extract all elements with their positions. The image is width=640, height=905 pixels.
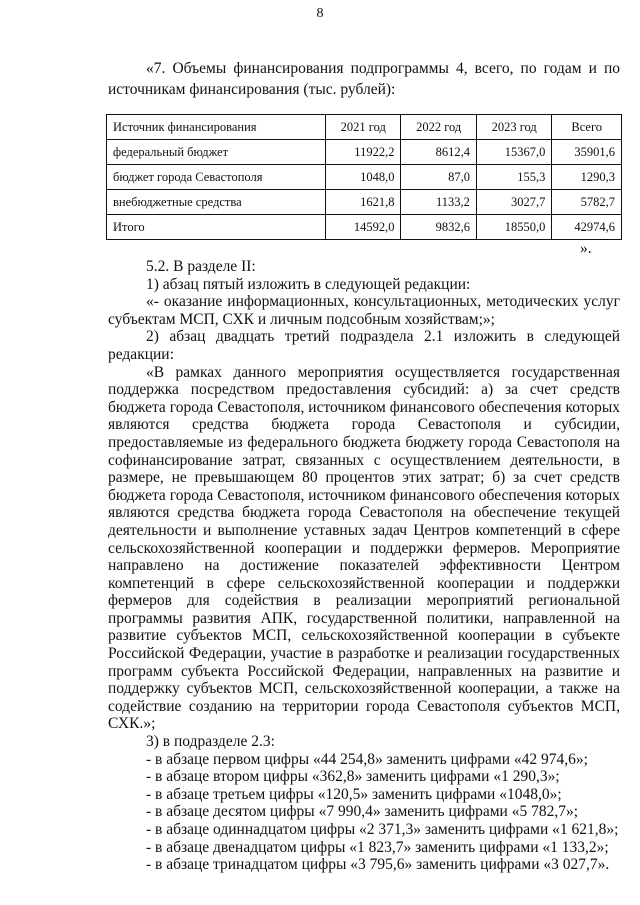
section-heading: 5.2. В разделе II: bbox=[146, 258, 256, 275]
paragraph: 2) абзац двадцать третий подраздела 2.1 изложить в следующей редакции: bbox=[108, 328, 620, 363]
cell-value: 18550,0 bbox=[476, 215, 551, 240]
cell-source: Итого bbox=[107, 215, 326, 240]
table-closing-quote: ». bbox=[580, 240, 592, 257]
header-source: Источник финансирования bbox=[107, 115, 326, 140]
header-2022: 2022 год bbox=[401, 115, 476, 140]
cell-value: 14592,0 bbox=[326, 215, 401, 240]
cell-value: 3027,7 bbox=[476, 190, 551, 215]
list-item: - в абзаце одиннадцатом цифры «2 371,3» заменить цифрами «1 621,8»; bbox=[146, 821, 619, 838]
cell-value: 1621,8 bbox=[326, 190, 401, 215]
paragraph: 1) абзац пятый изложить в следующей редакции: bbox=[146, 275, 471, 293]
cell-value: 42974,6 bbox=[552, 215, 622, 240]
funding-table bbox=[106, 114, 622, 240]
cell-value: 155,3 bbox=[476, 165, 551, 190]
list-item: - в абзаце втором цифры «362,8» заменить цифрами «1 290,3»; bbox=[146, 768, 560, 786]
table-row bbox=[107, 140, 622, 165]
cell-value: 1290,3 bbox=[552, 165, 622, 190]
cell-source: федеральный бюджет bbox=[107, 140, 326, 165]
cell-value: 11922,2 bbox=[326, 140, 401, 165]
cell-value: 35901,6 bbox=[552, 140, 622, 165]
header-2023: 2023 год bbox=[476, 115, 551, 140]
cell-value: 5782,7 bbox=[552, 190, 622, 215]
header-2021: 2021 год bbox=[326, 115, 401, 140]
list-item: - в абзаце тринадцатом цифры «3 795,6» заменить цифрами «3 027,7». bbox=[146, 856, 610, 874]
cell-value: 9832,6 bbox=[401, 215, 476, 240]
table-total-row bbox=[107, 215, 622, 240]
cell-value: 1133,2 bbox=[401, 190, 476, 215]
table-row bbox=[107, 165, 622, 190]
list-item: - в абзаце третьем цифры «120,5» заменить цифрами «1048,0»; bbox=[146, 785, 562, 803]
cell-value: 87,0 bbox=[401, 165, 476, 190]
amendment-text bbox=[108, 258, 620, 874]
cell-value: 8612,4 bbox=[401, 140, 476, 165]
paragraph: 3) в подразделе 2.3: bbox=[146, 733, 275, 751]
table-row bbox=[107, 190, 622, 215]
page-number: 8 bbox=[316, 6, 324, 21]
cell-source: внебюджетные средства bbox=[107, 190, 326, 215]
list-item: - в абзаце первом цифры «44 254,8» заменить цифрами «42 974,6»; bbox=[146, 750, 588, 768]
cell-value: 15367,0 bbox=[476, 140, 551, 165]
header-total: Всего bbox=[552, 115, 622, 140]
cell-source: бюджет города Севастополя bbox=[107, 165, 326, 190]
paragraph: «- оказание информационных, консультационных, методических услуг субъектам МСП, СХК и личным подсобным хозяйствам;»; bbox=[108, 293, 620, 328]
list-item: - в абзаце двенадцатом цифры «1 823,7» заменить цифрами «1 133,2»; bbox=[146, 838, 609, 856]
table-header-row bbox=[107, 115, 622, 140]
paragraph: «В рамках данного мероприятия осуществляется государственная поддержка посредством предоставления субсидий: а) за счет средств бюджета города Севастополя, источником финансового обеспечения которых являются средства бюджета города Севастополя и субсидии, предоставляемые из федерального бюджета бюджету города Севастополя на софинансирование затрат, связанных с осуществлением деятельности, в размере, не превышающем 80 процентов этих затрат; б) за счет средств бюджета города Севастополя, источником финансового обеспечения которых являются средства бюджета города Севастополя на обеспечение текущей деятельности и выполнение уставных задач Центров компетенций в сфере сельскохозяйственной кооперации и поддержки фермеров. Мероприятие направлено на достижение показателей эффективности Центром компетенций в сфере сельскохозяйственной кооперации и поддержки фермеров для содействия в реализации мероприятий региональной программы развития АПК, государственной политики, направленной на развитие субъектов МСП, сельскохозяйственной кооперации в субъекте Российской Федерации, участие в разработке и реализации государственных программ субъекта Российской Федерации, направленных на развитие и поддержку субъектов МСП, сельскохозяйственной кооперации, а также на содействие созданию на территории города Севастополя субъектов МСП, СХК.»; bbox=[108, 363, 620, 733]
list-item: - в абзаце десятом цифры «7 990,4» заменить цифрами «5 782,7»; bbox=[146, 803, 579, 821]
subprogram-funding-intro: «7. Объемы финансирования подпрограммы 4, всего, по годам и по источникам финансирования (тыс. рублей): bbox=[108, 60, 620, 98]
cell-value: 1048,0 bbox=[326, 165, 401, 190]
